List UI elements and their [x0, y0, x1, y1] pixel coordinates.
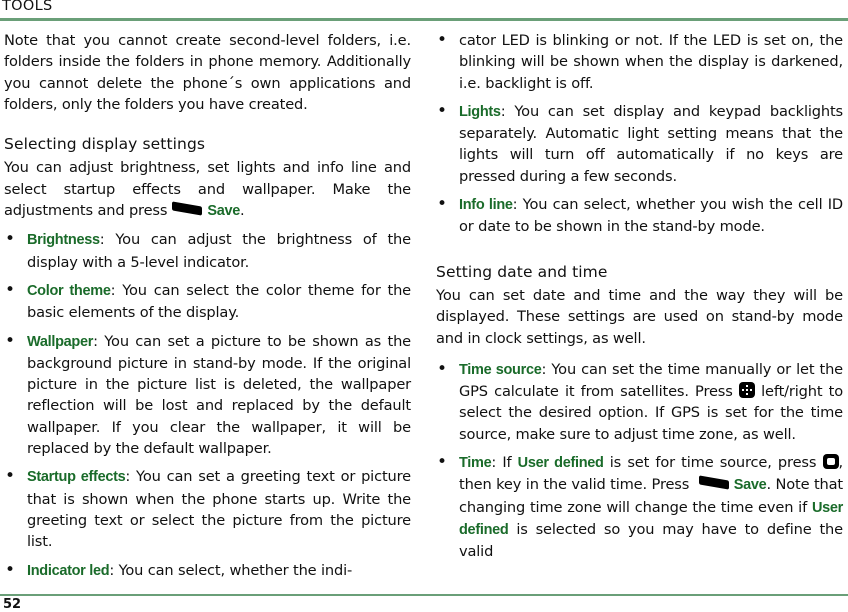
term: Time source: [459, 361, 542, 378]
list-item: [436, 194, 843, 238]
softkey-icon: [172, 201, 202, 215]
text: : You can adjust the brightness of the display with a 5-level indicator.: [27, 231, 411, 271]
text: cator LED is blinking or not. If the LED is set on, the blinking will be shown when the display is darkened, i.e. backlight is off.: [459, 32, 843, 92]
continued-list: [436, 30, 843, 238]
text: , then key in the valid time. Press: [459, 454, 843, 494]
section-header: TOOLS: [2, 0, 53, 14]
right-column: [436, 30, 843, 563]
term: User defined: [517, 455, 604, 472]
page-number: 52: [3, 597, 22, 612]
header-rule: [0, 18, 848, 21]
intro-paragraph: Note that you cannot create second-level folders, i.e. folders inside the folders in phone memory. Additionally you cannot delete the phone´s own applications and folders, only the folders you have created.: [4, 32, 411, 113]
date-time-intro: You can set date and time and the way they will be displayed. These settings are used on stand-by mode and in clock settings, as well.: [436, 286, 843, 347]
list-item: [4, 280, 411, 324]
navigation-key-icon: [739, 382, 755, 398]
text: You can adjust brightness, set lights and info line and select startup effects and wallpaper. Make the adjustments and press: [4, 159, 411, 220]
heading-date-time: Setting date and time: [436, 262, 608, 281]
left-column: [4, 30, 411, 582]
text: is set for time source, press: [603, 454, 823, 472]
center-key-icon: [823, 454, 839, 469]
display-settings-list: [4, 229, 411, 581]
display-intro: [4, 157, 411, 222]
text: : If: [491, 454, 518, 472]
softkey-icon: [699, 476, 729, 490]
footer-rule: [0, 594, 848, 596]
text: left/right to select the desired option. If GPS is set for the time source, make sure to adjust time zone, as well.: [459, 383, 843, 443]
list-item: [436, 359, 843, 445]
list-item: [4, 229, 411, 273]
list-item: [4, 466, 411, 552]
save-term: Save: [207, 203, 240, 220]
text: : You can select, whether the indi-: [109, 561, 353, 579]
term: Lights: [459, 103, 501, 120]
date-time-list: [436, 359, 843, 563]
term: Brightness: [27, 232, 100, 249]
term: Info line: [459, 197, 513, 214]
term: Startup effects: [27, 469, 126, 486]
heading-display-settings: Selecting display settings: [4, 135, 206, 154]
term: Time: [459, 455, 492, 472]
text: .: [240, 202, 245, 220]
term: Wallpaper: [27, 333, 94, 350]
term: Indicator led: [27, 562, 110, 579]
list-item: [4, 331, 411, 460]
text: : You can set display and keypad backlights separately. Automatic light setting means that the lights will turn off automatically if no keys are pressed during a few seconds.: [459, 102, 843, 185]
list-item-continued: [436, 30, 843, 94]
list-item: [436, 452, 843, 562]
text: : You can set a greeting text or picture that is shown when the phone starts up. Write the greeting text or select the picture from the picture list.: [27, 468, 411, 551]
text: : You can select, whether you wish the cell ID or date to be shown in the stand-by mode.: [459, 196, 843, 236]
list-item: [436, 101, 843, 187]
text: : You can set the time manually or let the GPS calculate it from satellites. Press: [459, 360, 843, 401]
save-term: Save: [733, 477, 767, 494]
text: . Note that changing time zone will change the time even if: [459, 476, 844, 516]
term: User defined: [459, 499, 843, 538]
term: Color theme: [27, 282, 111, 299]
text: is selected so you may have to define the valid: [459, 520, 843, 561]
list-item: [4, 560, 411, 582]
text: : You can select the color theme for the basic elements of the display.: [27, 281, 411, 322]
text: : You can set a picture to be shown as the background picture in stand-by mode. If the original picture in the picture list is deleted, the wallpaper reflection will be lost and replaced by the default wallpaper. If you clear the wallpaper, it will be replaced by the default wallpaper.: [27, 332, 411, 458]
